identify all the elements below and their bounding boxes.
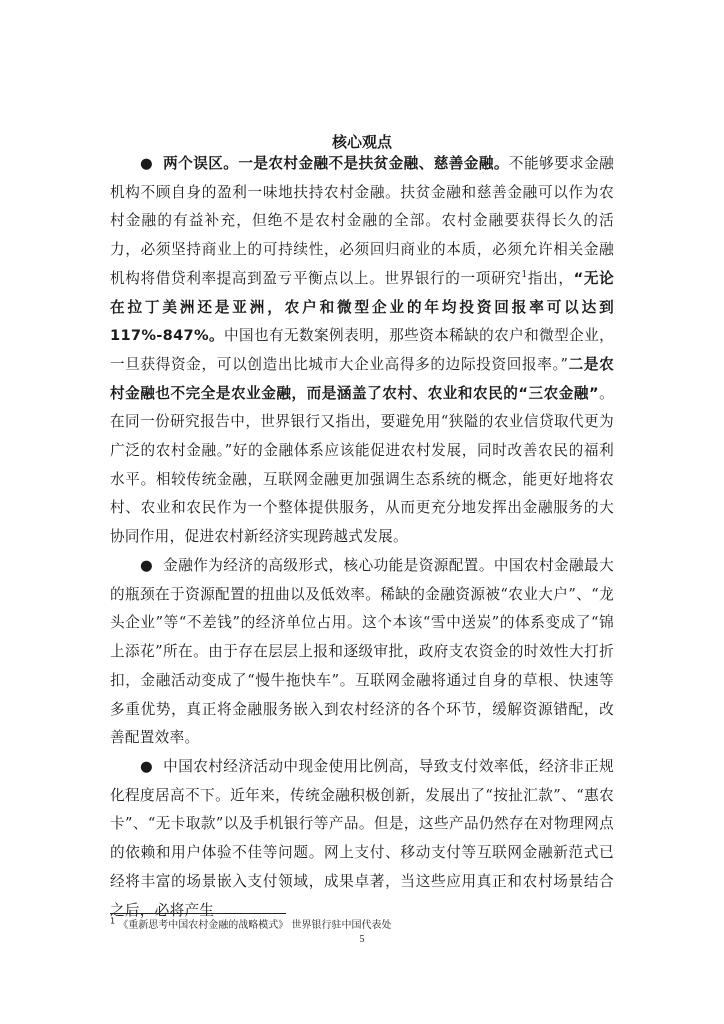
bullet-icon: ●: [140, 557, 154, 574]
footnote-text: 《重新思考中国农村金融的战略模式》 世界银行驻中国代表处: [118, 920, 392, 931]
body-text: 指出，: [527, 269, 574, 287]
body-text: 。在同一份研究报告中，世界银行又指出，要避免用“狭隘的农业信贷取代更为广泛的农村金融。”好的金融体系应该能促进农村发展，同时改善农民的福利水平。相较传统金融，互联网金融更加强调生态系统的概念，能更好地将农村、农业和农民作为一个整体提供服务，从而更充分地发挥出金融服务的大协同作用，促进农村新经济实现跨越式发展。: [110, 384, 614, 546]
paragraph-two-misconceptions: [110, 150, 614, 552]
bullet-icon: ●: [140, 155, 154, 172]
footnote: [110, 916, 392, 933]
body-text: 金融作为经济的高级形式，核心功能是资源配置。中国农村金融最大的瓶颈在于资源配置的扭曲以及低效率。稀缺的金融资源被“农业大户”、“龙头企业”等“不差钱”的经济单位占用。这个本该“雪中送炭”的体系变成了“锦上添花”所在。由于存在层层上报和逐级审批，政府支农资金的时效性大打折扣，金融活动变成了“慢牛拖快车”。互联网金融将通过自身的草根、快速等多重优势，真正将金融服务嵌入到农村经济的各个环节，缓解资源错配，改善配置效率。: [110, 557, 614, 747]
body-text: 不能够要求金融机构不顾自身的盈利一味地扶持农村金融。扶贫金融和慈善金融可以作为农村金融的有益补充，但绝不是农村金融的全部。农村金融要获得长久的活力，必须坚持商业上的可持续性，必须回归商业的本质，必须允许相关金融机构将借贷利率提高到盈亏平衡点以上。世界银行的一项研究: [110, 155, 614, 287]
paragraph-resource-allocation: [110, 552, 614, 753]
footnote-divider: [110, 913, 286, 914]
bullet-icon: ●: [140, 758, 154, 775]
paragraph-payment: [110, 753, 614, 925]
lead-sentence: 两个误区。一是农村金融不是扶贫金融、慈善金融。: [163, 155, 509, 172]
page-number: 5: [359, 934, 365, 945]
body-text: 中国农村经济活动中现金使用比例高，导致支付效率低，经济非正规化程度居高不下。近年来，传统金融积极创新，发展出了“按扯汇款”、“惠农卡”、“无卡取款”以及手机银行等产品。但是，这些产品仍然存在对物理网点的依赖和用户体验不佳等问题。网上支付、移动支付等互联网金融新范式已经将丰富的场景嵌入支付领域，成果卓著，当这些应用真正和农村场景结合之后，必将产生: [110, 758, 614, 919]
body-text: 中国也有无数案例表明，那些资本稀缺的农户和微型企业，一旦获得资金，可以创造出比城市大企业高得多的边际投资回报率。”: [110, 327, 614, 373]
page-title: 核心观点: [331, 133, 392, 151]
second-misconception: 二是农村金融也不完全是农业金融，而是涵盖了农村、农业和农民的“三农金融”: [110, 355, 614, 402]
quote-bold: “无论在拉丁美洲还是亚洲，农户和微型企业的年均投资回报率可以达到 117%-847%。: [110, 269, 614, 345]
footnote-mark: 1: [110, 916, 116, 926]
footnote-ref[interactable]: 1: [521, 269, 528, 280]
